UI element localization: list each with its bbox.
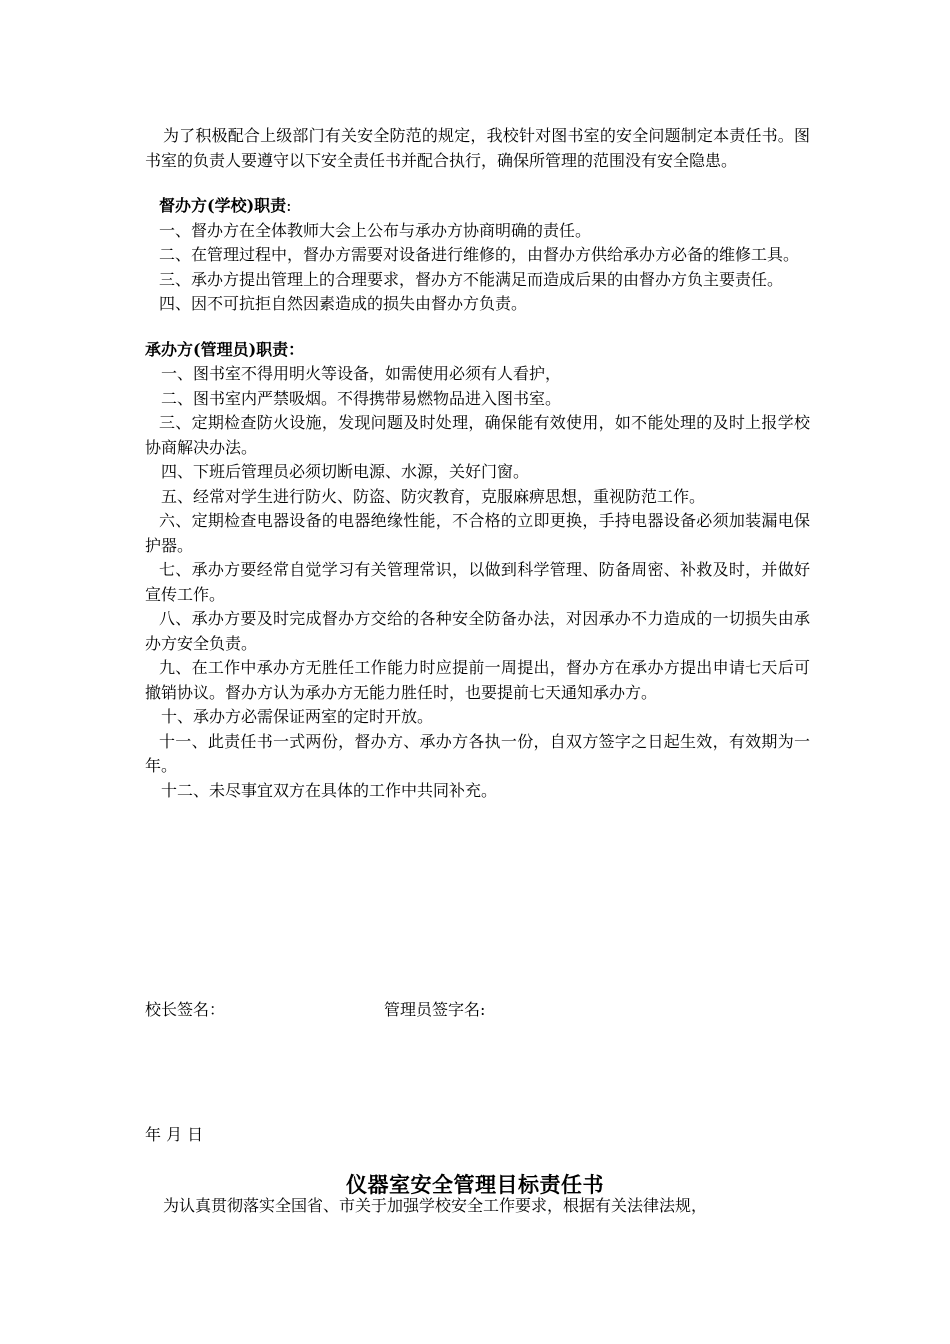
manager-duty-item: 二、图书室内严禁吸烟。不得携带易燃物品进入图书室。 — [161, 388, 562, 408]
date-line: 年 月 日 — [145, 1125, 204, 1144]
principal-signature-label: 校长签名： — [145, 1000, 226, 1019]
school-duties-heading-text: 督办方(学校)职责 — [159, 196, 287, 215]
second-document-first-line: 为认真贯彻落实全国省、市关于加强学校安全工作要求，根据有关法律法规， — [163, 1196, 708, 1215]
manager-duty-item: 八、承办方要及时完成督办方交给的各种安全防备办法，对因承办不力造成的一切损失由承办方安全负责。 — [145, 609, 810, 653]
manager-duty-item: 一、图书室不得用明火等设备，如需使用必须有人看护， — [161, 364, 562, 383]
school-duty-item: 一、督办方在全体教师大会上公布与承办方协商明确的责任。 — [159, 220, 592, 240]
manager-signature-label: 管理员签字名: — [384, 1000, 486, 1019]
intro-paragraph: 为了积极配合上级部门有关安全防范的规定，我校针对图书室的安全问题制定本责任书。图书室的负责人要遵守以下安全责任书并配合执行，确保所管理的范围没有安全隐患。 — [145, 126, 810, 170]
school-duties-heading-colon: : — [286, 196, 292, 215]
manager-duty-item: 五、经常对学生进行防火、防盗、防灾教育，克服麻痹思想，重视防范工作。 — [161, 486, 706, 506]
manager-duty-item: 九、在工作中承办方无胜任工作能力时应提前一周提出，督办方在承办方提出申请七天后可撤销协议。督办方认为承办方无能力胜任时，也要提前七天通知承办方。 — [145, 658, 810, 702]
manager-duty-item: 十、承办方必需保证两室的定时开放。 — [161, 707, 434, 726]
school-duty-item: 三、承办方提出管理上的合理要求，督办方不能满足而造成后果的由督办方负主要责任。 — [159, 269, 784, 289]
document-body — [145, 124, 810, 803]
school-duties-heading — [145, 194, 810, 219]
manager-duty-item: 四、下班后管理员必须切断电源、水源，关好门窗。 — [161, 462, 530, 481]
second-document-title: 仪器室安全管理目标责任书 — [346, 1172, 604, 1197]
manager-duty-item: 十一、此责任书一式两份，督办方、承办方各执一份，自双方签字之日起生效，有效期为一年。 — [145, 731, 810, 775]
manager-duty-item: 七、承办方要经常自觉学习有关管理常识，以做到科学管理、防备周密、补救及时，并做好宣传工作。 — [145, 560, 810, 604]
manager-duty-item: 十二、未尽事宜双方在具体的工作中共同补充。 — [161, 780, 498, 800]
manager-duties-heading: 承办方(管理员)职责： — [145, 339, 305, 359]
manager-duty-item: 三、定期检查防火设施，发现问题及时处理，确保能有效使用，如不能处理的及时上报学校协商解决办法。 — [145, 413, 810, 457]
manager-duty-item: 六、定期检查电器设备的电器绝缘性能，不合格的立即更换，手持电器设备必须加装漏电保护器。 — [145, 511, 810, 555]
school-duty-item: 四、因不可抗拒自然因素造成的损失由督办方负责。 — [159, 294, 528, 313]
school-duty-item: 二、在管理过程中，督办方需要对设备进行维修的，由督办方供给承办方必备的维修工具。 — [159, 245, 800, 264]
